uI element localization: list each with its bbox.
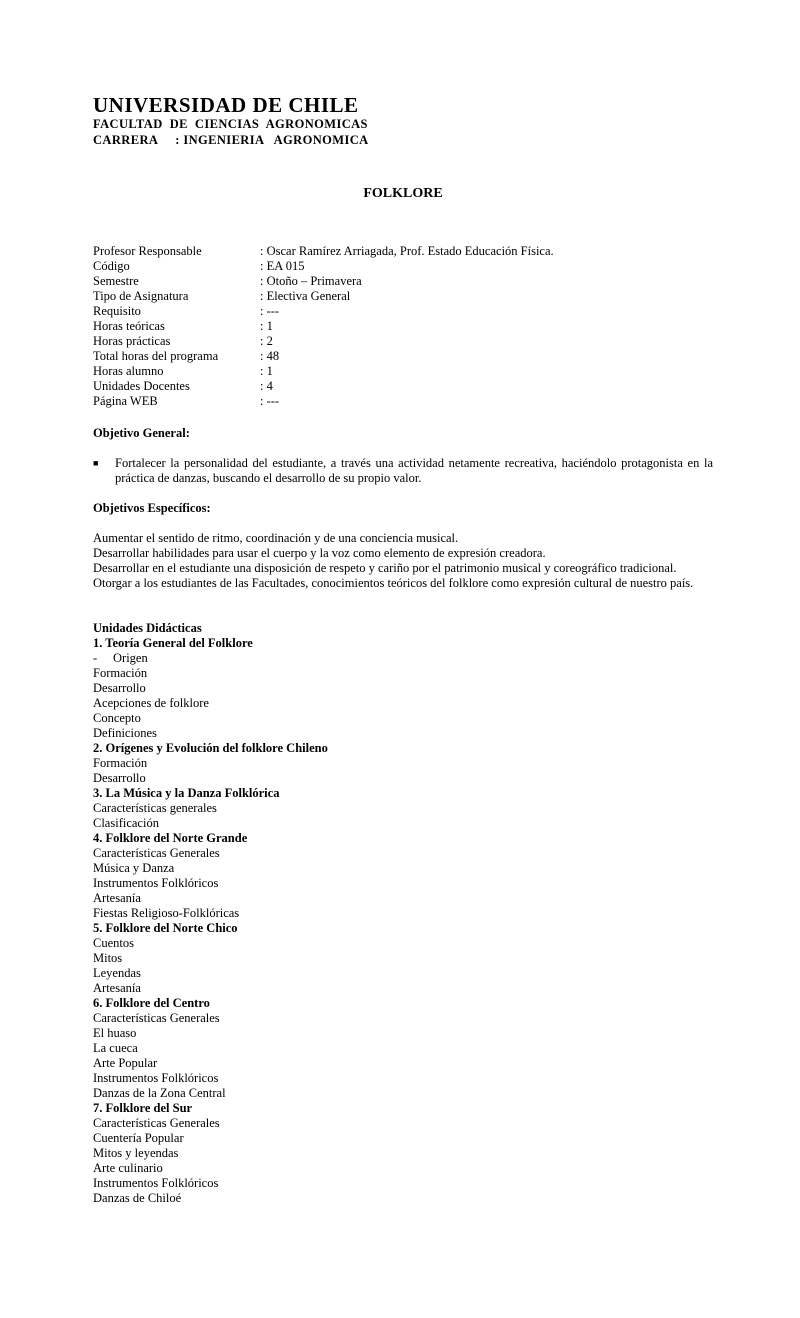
- unit-item: [93, 651, 328, 666]
- objetivo-especifico-item: Desarrollar en el estudiante una disposición de respeto y cariño por el patrimonio musical y coreográfico tradicional.: [93, 561, 677, 575]
- info-value: : 2: [260, 334, 273, 348]
- info-value: : EA 015: [260, 259, 305, 273]
- info-value: : Otoño – Primavera: [260, 274, 362, 288]
- unit-item: Características Generales: [93, 1116, 220, 1130]
- unit-item: Artesanía: [93, 981, 141, 995]
- unidades-didacticas: [93, 621, 328, 1206]
- info-label: Profesor Responsable: [93, 244, 202, 258]
- unit-item: Instrumentos Folklóricos: [93, 1176, 219, 1190]
- info-label: Página WEB: [93, 394, 158, 408]
- document-page: [93, 93, 713, 1205]
- objetivo-general-title: Objetivo General:: [93, 426, 190, 440]
- unit-item: Formación: [93, 666, 148, 680]
- info-row: [93, 349, 554, 364]
- unit-item: Arte Popular: [93, 1056, 158, 1070]
- faculty-name: FACULTAD DE CIENCIAS AGRONOMICAS: [93, 117, 368, 131]
- objetivo-especifico-item: Otorgar a los estudiantes de las Facultades, conocimientos teóricos del folklore como expresión cultural de nuestro país.: [93, 576, 694, 590]
- info-row: [93, 259, 554, 274]
- objetivo-general-item: [93, 456, 713, 486]
- unit-item: Música y Danza: [93, 861, 175, 875]
- info-value: : Electiva General: [260, 289, 351, 303]
- career-name: CARRERA : INGENIERIA AGRONOMICA: [93, 132, 369, 147]
- info-label: Tipo de Asignatura: [93, 289, 189, 303]
- unit-item: Fiestas Religioso-Folklóricas: [93, 906, 240, 920]
- info-row: [93, 394, 554, 409]
- dash-marker: -: [93, 651, 98, 665]
- unit-item: Características Generales: [93, 846, 220, 860]
- info-row: [93, 304, 554, 319]
- unit-item: Clasificación: [93, 816, 159, 830]
- info-label: Semestre: [93, 274, 139, 288]
- unit-item: Cuentería Popular: [93, 1131, 184, 1145]
- unit-item: Cuentos: [93, 936, 134, 950]
- info-label: Código: [93, 259, 130, 273]
- unit-item: Acepciones de folklore: [93, 696, 209, 710]
- objetivo-general-text: Fortalecer la personalidad del estudiante, a través una actividad netamente recreativa, haciéndolo protagonista en la práctica de danzas, buscando el desarrollo de su propio valor.: [115, 456, 713, 485]
- info-value: : ---: [260, 304, 280, 318]
- unit-item: Características Generales: [93, 1011, 220, 1025]
- info-row: [93, 364, 554, 379]
- info-row: [93, 274, 554, 289]
- unidades-title: Unidades Didácticas: [93, 621, 202, 635]
- info-value: : 1: [260, 364, 273, 378]
- unit-item-text: Origen: [113, 651, 148, 665]
- info-row: [93, 244, 554, 259]
- unit-title: 4. Folklore del Norte Grande: [93, 831, 248, 845]
- objetivos-especificos-title: Objetivos Específicos:: [93, 501, 211, 515]
- info-label: Horas teóricas: [93, 319, 165, 333]
- unit-title: 7. Folklore del Sur: [93, 1101, 193, 1115]
- unit-item: Arte culinario: [93, 1161, 163, 1175]
- info-label: Unidades Docentes: [93, 379, 190, 393]
- info-label: Horas prácticas: [93, 334, 171, 348]
- info-row: [93, 379, 554, 394]
- info-value: : Oscar Ramírez Arriagada, Prof. Estado Educación Física.: [260, 244, 554, 258]
- info-value: : 4: [260, 379, 273, 393]
- course-info-table: [93, 244, 554, 409]
- unit-item: Instrumentos Folklóricos: [93, 1071, 219, 1085]
- unit-item: Mitos y leyendas: [93, 1146, 179, 1160]
- info-label: Total horas del programa: [93, 349, 219, 363]
- unit-title: 6. Folklore del Centro: [93, 996, 210, 1010]
- unit-item: Concepto: [93, 711, 141, 725]
- unit-title: 3. La Música y la Danza Folklórica: [93, 786, 280, 800]
- info-row: [93, 319, 554, 334]
- info-label: Horas alumno: [93, 364, 164, 378]
- unit-item: Formación: [93, 756, 148, 770]
- bullet-icon: ■: [93, 458, 99, 468]
- objetivo-especifico-item: Aumentar el sentido de ritmo, coordinación y de una conciencia musical.: [93, 531, 459, 545]
- unit-title: 2. Orígenes y Evolución del folklore Chileno: [93, 741, 328, 755]
- info-value: : 1: [260, 319, 273, 333]
- unit-item: La cueca: [93, 1041, 138, 1055]
- unit-item: Características generales: [93, 801, 217, 815]
- info-label: Requisito: [93, 304, 141, 318]
- course-title: FOLKLORE: [363, 186, 443, 201]
- objetivo-especifico-item: Desarrollar habilidades para usar el cuerpo y la voz como elemento de expresión creadora.: [93, 546, 546, 560]
- university-name: UNIVERSIDAD DE CHILE: [93, 93, 359, 117]
- info-row: [93, 289, 554, 304]
- unit-item: Danzas de Chiloé: [93, 1191, 182, 1205]
- unit-item: Desarrollo: [93, 681, 146, 695]
- unit-item: El huaso: [93, 1026, 137, 1040]
- unit-title: 5. Folklore del Norte Chico: [93, 921, 238, 935]
- unit-item: Definiciones: [93, 726, 157, 740]
- unit-item: Leyendas: [93, 966, 141, 980]
- unit-title: 1. Teoría General del Folklore: [93, 636, 253, 650]
- info-value: : ---: [260, 394, 280, 408]
- unit-item: Instrumentos Folklóricos: [93, 876, 219, 890]
- unit-item: Desarrollo: [93, 771, 146, 785]
- info-value: : 48: [260, 349, 280, 363]
- unit-item: Danzas de la Zona Central: [93, 1086, 226, 1100]
- unit-item: Mitos: [93, 951, 123, 965]
- objetivos-especificos-list: [93, 531, 713, 591]
- unit-item: Artesanía: [93, 891, 141, 905]
- info-row: [93, 334, 554, 349]
